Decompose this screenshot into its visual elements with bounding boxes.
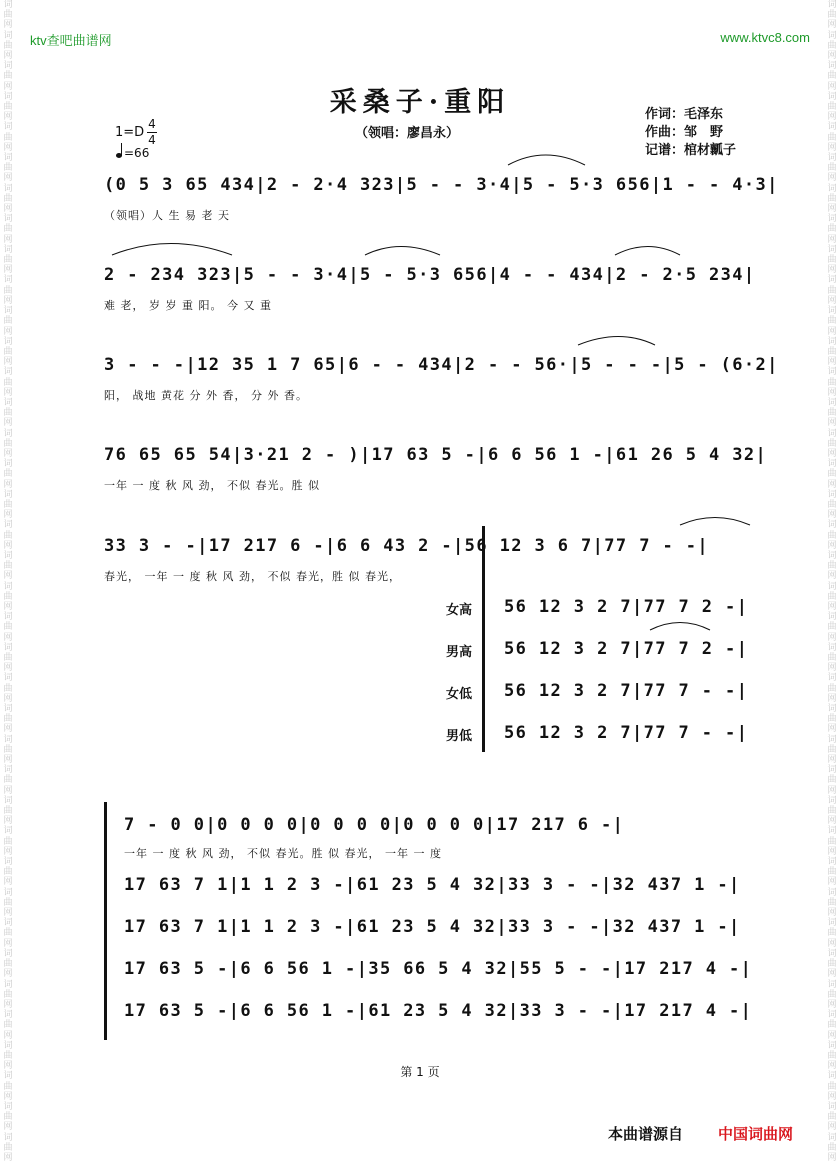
part-label: 女低 — [446, 687, 473, 702]
part-notation: 56 12 3 2 7|77 7 2 -| — [504, 639, 749, 659]
part-notation: 56 12 3 2 7|77 7 - -| — [504, 723, 749, 743]
source-link[interactable]: 中国词曲网 — [718, 1125, 794, 1143]
part-lyrics: 一年 一 度 秋 风 劲， 不似 春光。胜 似 春光， 一年 一 度 — [124, 847, 442, 860]
row-notation: 2 - 234 323|5 - - 3·4|5 - 5·3 656|4 - - 434|2 - 2·5 234| — [104, 265, 756, 285]
part-notation: 17 63 7 1|1 1 2 3 -|61 23 5 4 32|33 3 - -|32 437 1 -| — [124, 875, 741, 895]
row-notation: 76 65 65 54|3·21 2 - )|17 63 5 -|6 6 56 1 -|61 26 5 4 32| — [104, 445, 768, 465]
part-notation: 17 63 7 1|1 1 2 3 -|61 23 5 4 32|33 3 - -|32 437 1 -| — [124, 917, 741, 937]
site-link-left[interactable]: ktv查吧曲谱网 — [30, 33, 112, 48]
time-signature — [147, 117, 157, 148]
tempo-value: =66 — [124, 146, 150, 160]
row-notation: (0 5 3 65 434|2 - 2·4 323|5 - - 3·4|5 - 5·3 656|1 - - 4·3| — [104, 175, 779, 195]
page-number: 第 1 页 — [400, 1065, 440, 1079]
slur-5 — [578, 337, 655, 346]
part-notation: 17 63 5 -|6 6 56 1 -|35 66 5 4 32|55 5 - -|17 217 4 -| — [124, 959, 753, 979]
song-title: 采桑子·重阳 — [329, 87, 511, 118]
lead-singer: （领唱：廖昌永） — [355, 126, 460, 141]
part-label: 男高 — [446, 645, 473, 660]
credits — [645, 106, 736, 160]
slur-6 — [680, 518, 750, 526]
composer: 作曲：邹 野 — [645, 125, 724, 140]
key-signature: 1=D — [115, 125, 145, 140]
site-link-right[interactable]: www.ktvc8.com — [720, 30, 810, 45]
slur-4 — [615, 247, 680, 256]
time-denominator: 4 — [148, 133, 156, 147]
watermark-right: 词 曲 网 词 曲 网 词 曲 网 词 曲 网 词 曲 网 词 曲 网 词 曲 网 词 曲 网 词 曲 网 词 曲 网 词 曲 网 词 曲 网 词 曲 网 词 曲 网 词 曲 网 词 曲 网 词 曲 网 词 曲 网 词 曲 网 词 曲 网 词 曲 网 词 曲 网 词 曲 网 词 曲 网 词 曲 网 词 曲 网 词 曲 网 词 曲 网 词 曲 网 词 曲 网 词 曲 网 词 曲 网 词 曲 网 词 曲 网 词 曲 网 词 曲 网 词 曲 网 词 曲 网 — [827, 0, 837, 1163]
row-lyrics: （领唱）人 生 易 老 天 — [104, 209, 230, 222]
system-bracket — [104, 802, 107, 1040]
watermark-left: 词 曲 网 词 曲 网 词 曲 网 词 曲 网 词 曲 网 词 曲 网 词 曲 网 词 曲 网 词 曲 网 词 曲 网 词 曲 网 词 曲 网 词 曲 网 词 曲 网 词 曲 网 词 曲 网 词 曲 网 词 曲 网 词 曲 网 词 曲 网 词 曲 网 词 曲 网 词 曲 网 词 曲 网 词 曲 网 词 曲 网 词 曲 网 词 曲 网 词 曲 网 词 曲 网 词 曲 网 词 曲 网 词 曲 网 词 曲 网 词 曲 网 词 曲 网 词 曲 网 词 曲 网 — [3, 0, 13, 1163]
row-notation: 33 3 - -|17 217 6 -|6 6 43 2 -|56 12 3 6 7|77 7 - -| — [104, 536, 710, 556]
row-notation: 3 - - -|12 35 1 7 65|6 - - 434|2 - - 56·|5 - - -|5 - (6·2| — [104, 355, 779, 375]
slur-1 — [508, 155, 585, 165]
part-notation: 17 63 5 -|6 6 56 1 -|61 23 5 4 32|33 3 - -|17 217 4 -| — [124, 1001, 753, 1021]
chorus-bracket — [482, 526, 485, 752]
row-lyrics: 一年 一 度 秋 风 劲， 不似 春光。胜 似 — [104, 479, 320, 492]
part-label: 男低 — [446, 729, 473, 744]
time-numerator: 4 — [148, 117, 156, 131]
row-lyrics: 难 老， 岁 岁 重 阳。 今 又 重 — [104, 299, 272, 312]
part-label: 女高 — [446, 603, 473, 618]
row-lyrics: 阳， 战地 黄花 分 外 香， 分 外 香。 — [104, 389, 308, 402]
transcriber: 记谱：棺材瓤子 — [645, 143, 737, 158]
row-lyrics: 春光， 一年 一 度 秋 风 劲， 不似 春光，胜 似 春光， — [104, 570, 401, 583]
part-notation: 56 12 3 2 7|77 7 - -| — [504, 681, 749, 701]
slur-7 — [650, 623, 710, 631]
part-notation: 7 - 0 0|0 0 0 0|0 0 0 0|0 0 0 0|17 217 6 -| — [124, 815, 625, 835]
slur-3 — [365, 247, 440, 256]
lyricist: 作词：毛泽东 — [645, 107, 724, 122]
source-label: 本曲谱源自 — [608, 1125, 684, 1143]
part-notation: 56 12 3 2 7|77 7 2 -| — [504, 597, 749, 617]
quarter-note-icon — [116, 153, 122, 158]
tempo-marking — [116, 146, 149, 160]
slur-2 — [112, 244, 232, 256]
